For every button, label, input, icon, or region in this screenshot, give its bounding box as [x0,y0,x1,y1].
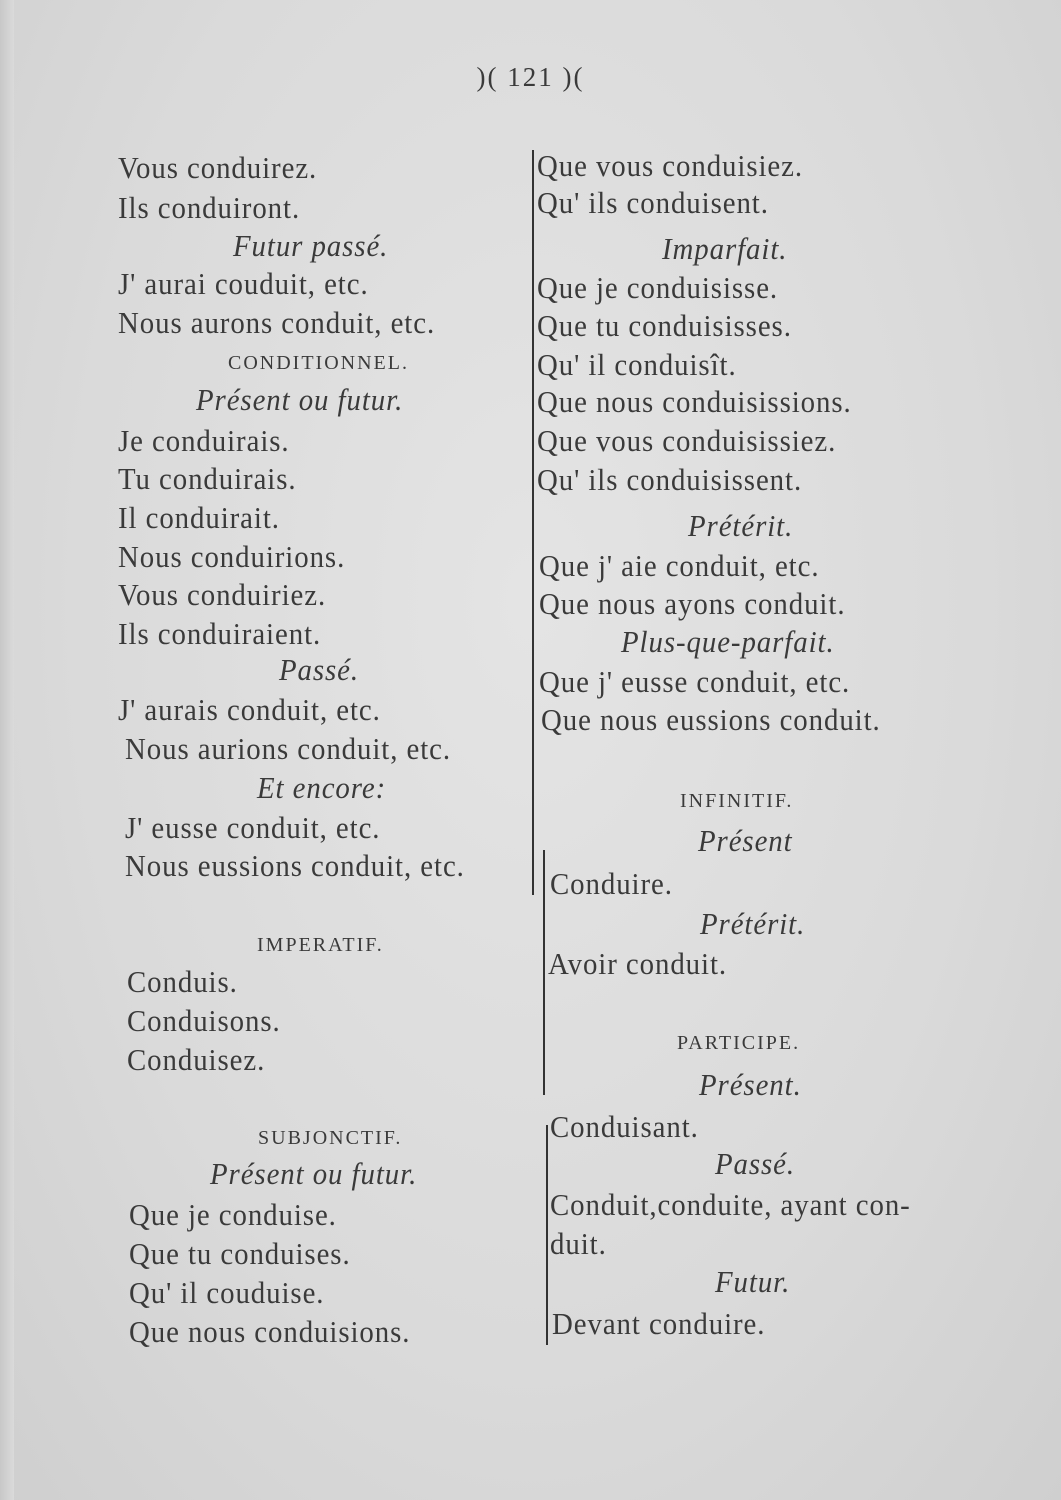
mood-heading: PARTICIPE. [677,1032,801,1054]
text-line: Ils conduiront. [118,190,301,225]
text-line: Vous conduirez. [118,150,318,185]
text-line: Nous eussions conduit, etc. [125,848,465,883]
tense-heading: Futur. [715,1264,791,1299]
tense-heading: Prétérit. [688,508,794,543]
text-line: Que j' eusse conduit, etc. [539,664,851,699]
text-line: J' aurais conduit, etc. [118,692,381,727]
text-line: Conduit,conduite, ayant con- [550,1187,911,1222]
text-line: Que nous eussions conduit. [541,702,881,737]
text-line: Qu' il couduise. [129,1275,325,1310]
text-line: Conduisez. [127,1042,266,1077]
text-line: Que tu conduisisses. [537,308,792,343]
text-line: Que nous conduisissions. [537,384,852,419]
text-line: duit. [550,1226,607,1261]
text-line: Conduisons. [127,1003,281,1038]
tense-heading: Présent. [699,1067,802,1102]
text-line: Qu' il conduisît. [537,347,737,382]
text-line: J' eusse conduit, etc. [125,810,381,845]
text-line: Conduis. [127,964,238,999]
column-divider-middle [543,850,545,1095]
text-line: Que je conduise. [129,1197,337,1232]
tense-heading: Présent [698,823,793,858]
text-line: Conduisant. [550,1109,699,1144]
text-line: Nous aurons conduit, etc. [118,305,436,340]
text-line: J' aurai couduit, etc. [118,266,369,301]
text-line: Vous conduiriez. [118,577,327,612]
text-line: Que nous ayons conduit. [539,586,846,621]
text-line: Avoir conduit. [548,946,728,981]
column-divider-top [532,150,534,895]
tense-heading: Plus-que-parfait. [621,624,835,659]
mood-heading: IMPERATIF. [257,934,384,956]
tense-heading: Prétérit. [700,906,806,941]
tense-heading: Imparfait. [662,231,788,266]
tense-heading: Passé. [715,1146,796,1181]
tense-heading: Futur passé. [233,228,389,263]
page-edge [0,0,14,1500]
text-line: Ils conduiraient. [118,616,322,651]
text-line: Nous aurions conduit, etc. [125,731,452,766]
text-line: Je conduirais. [118,423,290,458]
text-line: Que vous conduisissiez. [537,423,837,458]
text-line: Tu conduirais. [118,461,297,496]
tense-heading: Et encore: [257,770,387,805]
text-line: Que tu conduises. [129,1236,351,1271]
text-line: Conduire. [550,866,673,901]
column-divider-bottom [546,1125,548,1345]
text-line: Que je conduisisse. [537,270,779,305]
tense-heading: Présent ou futur. [196,382,404,417]
text-line: Qu' ils conduisissent. [537,462,803,497]
page-number: )( 121 )( [476,62,585,92]
mood-heading: INFINITIF. [680,790,794,812]
mood-heading: SUBJONCTIF. [258,1127,403,1149]
text-line: Nous conduirions. [118,539,346,574]
text-line: Que nous conduisions. [129,1314,411,1349]
tense-heading: Présent ou futur. [210,1156,418,1191]
tense-heading: Passé. [279,652,360,687]
text-line: Que vous conduisiez. [537,148,804,183]
text-line: Il conduirait. [118,500,280,535]
text-line: Devant conduire. [552,1306,766,1341]
text-line: Qu' ils conduisent. [537,185,769,220]
mood-heading: CONDITIONNEL. [228,352,409,374]
text-line: Que j' aie conduit, etc. [539,548,820,583]
